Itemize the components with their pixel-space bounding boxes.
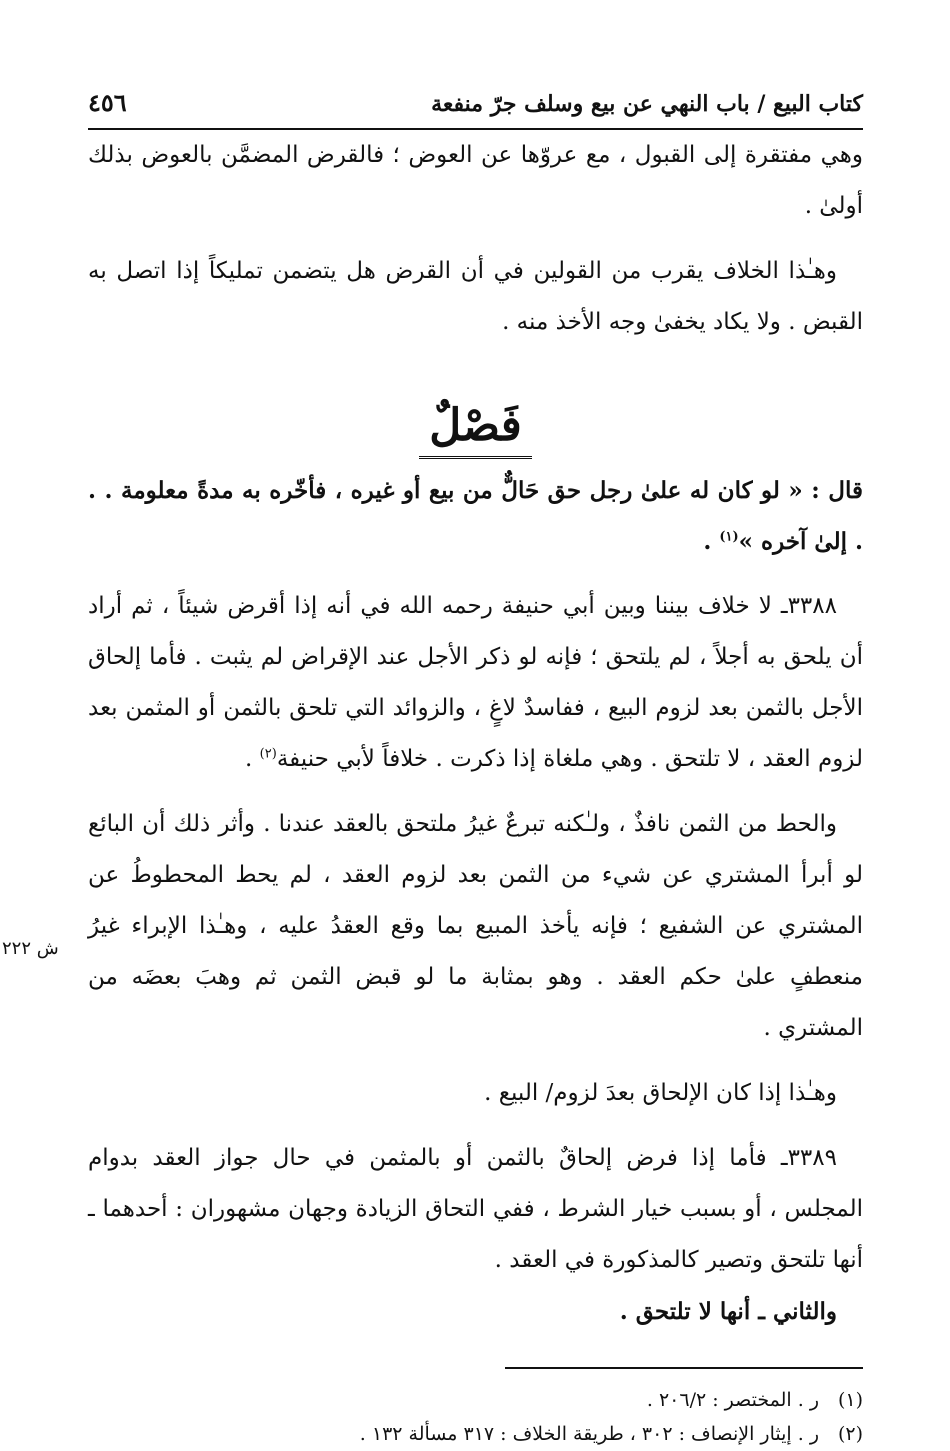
paragraph-3388-end: . <box>245 746 260 772</box>
footnotes <box>88 1383 863 1451</box>
footnote-number: (١) <box>837 1389 863 1411</box>
paragraph-ilhaq: وهـٰذا إذا كان الإلحاق بعدَ لزوم/ البيع . <box>484 1080 837 1106</box>
page-number: ٤٥٦ <box>88 88 127 117</box>
paragraph-3388 <box>88 581 863 785</box>
document-page <box>88 88 863 1445</box>
paragraph-3389: ٣٣٨٩ـ فأما إذا فرض إلحاقٌ بالثمن أو بالمثمن في حال جواز العقد بدوام المجلس ، أو بسبب خيار الشرط ، ففي التحاق الزيادة وجهان مشهوران : أحدهما ـ أنها تلتحق وتصير كالمذكورة في العقد . <box>88 1145 863 1273</box>
section-heading: فَصْلٌ <box>419 396 532 459</box>
footnote-divider <box>505 1367 863 1369</box>
footnote-text: ر . المختصر : ٢٠٦/٢ . <box>646 1389 819 1411</box>
paragraph: وهـٰذا الخلاف يقرب من القولين في أن القرض هل يتضمن تمليكاً إذا اتصل به القبض . ولا يكاد يخفىٰ وجه الأخذ منه . <box>88 258 863 335</box>
footnote-number: (٢) <box>837 1423 863 1445</box>
footnote <box>88 1383 863 1417</box>
running-title: كتاب البيع / باب النهي عن بيع وسلف جرّ منفعة <box>431 91 863 117</box>
paragraph-hatt: والحط من الثمن نافذٌ ، ولـٰكنه تبرعٌ غيرُ ملتحق بالعقد عندنا . وأثر ذلك أن البائع لو أبرأ المشتري عن شيء من الثمن بعد لزوم العقد ، لم يحط المحطوطُ عن المشتري عن الشفيع ؛ فإنه يأخذ المبيع بما وقع العقدُ عليه ، وهـٰذا الإبراء غيرُ منعطفٍ علىٰ حكم العقد . وهو بمثابة ما لو قبض الثمن ثم وهبَ بعضَه من المشتري . <box>88 811 863 1041</box>
paragraph-3388-body: ٣٣٨٨ـ لا خلاف بيننا وبين أبي حنيفة رحمه الله في أنه إذا أقرض شيئاً ، ثم أراد أن يلحق به أجلاً ، لم يلتحق ؛ فإنه لو ذكر الأجل عند الإقراض لم يثبت . فأما إلحاق الأجل بالثمن بعد لزوم البيع ، ففاسدٌ لاغٍ ، والزوائد التي تلحق بالثمن أو المثمن بعد لزوم العقد ، لا تلتحق . وهي ملغاة إذا ذكرت . خلافاً لأبي حنيفة <box>88 593 863 772</box>
marginal-folio-note: ش ٢٢٢ <box>2 938 59 959</box>
quote-end: . <box>703 528 720 555</box>
running-header <box>88 88 863 130</box>
footnote-text: ر . إيثار الإنصاف : ٣٠٢ ، طريقة الخلاف : ٣١٧ مسألة ١٣٢ . <box>359 1423 819 1445</box>
quote-body: قال : « لو كان له علىٰ رجل حق حَالٌّ من بيع أو غيره ، فأخّره به مدةً معلومة . . . إلىٰ آخره » <box>88 477 863 555</box>
second-view: والثاني ـ أنها لا تلتحق . <box>619 1298 837 1325</box>
footnote <box>88 1417 863 1451</box>
section-heading-ornament <box>88 396 863 459</box>
paragraph: وهي مفتقرة إلى القبول ، مع عروّها عن العوض ؛ فالقرض المضمَّن بالعوض بذلك أولىٰ . <box>88 142 863 219</box>
footnote-ref-1: (١) <box>719 529 739 545</box>
footnote-ref-2: (٢) <box>259 746 277 762</box>
quoted-text <box>88 465 863 567</box>
